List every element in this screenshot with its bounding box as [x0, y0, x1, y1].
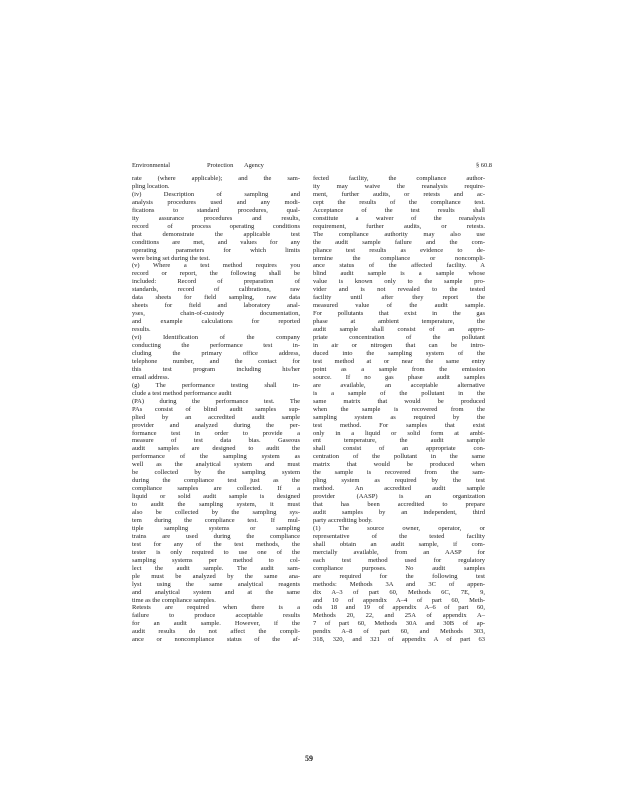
text-line: methods: Methods 3A and 3C of appen- — [313, 580, 485, 588]
text-line: vider and is not revealed to the tested — [313, 286, 485, 294]
text-line: audit samples by an independent, third — [313, 509, 485, 517]
text-line: pling location. — [132, 182, 170, 190]
text-line: party accrediting body. — [313, 516, 373, 524]
text-line: telephone number, and the contact for — [132, 357, 300, 365]
text-line: mercially available, from an AASP for — [313, 548, 485, 556]
text-line: that demonstrate the applicable test — [132, 230, 300, 238]
text-line: facility until after they report the — [313, 294, 485, 302]
text-line: ment, further audits, or retests and ac- — [313, 190, 485, 198]
right-column — [313, 175, 485, 644]
text-line: point as a sample from the emission — [313, 365, 485, 373]
text-line: record of process operating conditions — [132, 222, 300, 230]
text-line: constitute a waiver of the reanalysis — [313, 214, 485, 222]
header-middle-2: Agency — [244, 162, 264, 169]
text-line: 7 of part 60, Methods 30A and 30B of ap- — [313, 620, 485, 628]
text-line: (1) The source owner, operator, or — [313, 524, 485, 532]
text-line: ance or noncompliance status of the af- — [132, 636, 300, 644]
text-line: termine the compliance or noncompli- — [313, 254, 485, 262]
text-line: well as the analytical system and must — [132, 461, 300, 469]
text-line: and 10 of appendix A–4 of part 60, Meth- — [313, 596, 485, 604]
header-middle: Protection — [207, 162, 234, 169]
text-line: Acceptance of the test results shall — [313, 206, 485, 214]
text-line: (g) The performance testing shall in- — [132, 381, 300, 389]
text-line: email address. — [132, 373, 170, 381]
text-line: time as the compliance samples. — [132, 596, 216, 604]
text-line: ity assurance procedures and results, — [132, 214, 300, 222]
text-line: that has been accredited to prepare — [313, 501, 485, 509]
text-line: when the sample is recovered from the — [313, 405, 485, 413]
text-line: operating parameters for which limits — [132, 246, 300, 254]
text-line: PAs consist of blind audit samples sup- — [132, 405, 300, 413]
text-line: ods 18 and 19 of appendix A–6 of part 60, — [313, 604, 485, 612]
text-line: fications to standard procedures, qual- — [132, 206, 300, 214]
text-line: test for any of the test methods, the — [132, 540, 300, 548]
text-line: 318, 320, and 321 of appendix A of part 63 — [313, 636, 485, 644]
text-line: to audit the sampling system, it must — [132, 501, 300, 509]
text-line: representative of the tested facility — [313, 532, 485, 540]
text-line: results. — [132, 326, 151, 334]
text-line: this test program including his/her — [132, 365, 300, 373]
text-line: audit sample shall consist of an appro- — [313, 326, 485, 334]
text-line: conditions are met, and values for any — [132, 238, 300, 246]
text-line: only in a liquid or solid form at ambi- — [313, 429, 485, 437]
text-line: sheets for field and laboratory anal- — [132, 302, 300, 310]
text-line: test method. For samples that exist — [313, 421, 485, 429]
text-line: yses, chain-of-custody documentation, — [132, 310, 300, 318]
text-line: also be collected by the sampling sys- — [132, 509, 300, 517]
text-line: tiple sampling systems or sampling — [132, 524, 300, 532]
text-line: (v) Where a test method requires you — [132, 262, 300, 270]
text-line: each test method used for regulatory — [313, 556, 485, 564]
text-line: failure to produce acceptable results — [132, 612, 300, 620]
text-line: pling system as required by the test — [313, 477, 485, 485]
text-line: Methods 20, 22, and 25A of appendix A– — [313, 612, 485, 620]
text-line: source. If no gas phase audit samples — [313, 373, 485, 381]
text-line: provider and analyzed during the per- — [132, 421, 300, 429]
text-line: method. An accredited audit sample — [313, 485, 485, 493]
text-line: are available, an acceptable alternative — [313, 381, 485, 389]
text-line: performance of the sampling system as — [132, 453, 300, 461]
text-line: during the compliance test just as the — [132, 477, 300, 485]
text-line: are required for the following test — [313, 572, 485, 580]
text-line: For pollutants that exist in the gas — [313, 310, 485, 318]
text-line: measured value of the audit sample. — [313, 302, 485, 310]
text-line: ent temperature, the audit sample — [313, 437, 485, 445]
text-line: fected facility, the compliance author- — [313, 175, 485, 182]
text-line: analysis procedures used and any modi- — [132, 198, 300, 206]
text-line: be collected by the sampling system — [132, 469, 300, 477]
text-line: audit samples are designed to audit the — [132, 445, 300, 453]
text-line: tester is only required to use one of the — [132, 548, 300, 556]
text-line: in air or nitrogen that can be intro- — [313, 342, 485, 350]
text-line: record or report, the following shall be — [132, 270, 300, 278]
text-line: audit results do not affect the compli- — [132, 628, 300, 636]
text-line: the audit sample failure and the com- — [313, 238, 485, 246]
page-number: 59 — [305, 754, 313, 763]
header-section-number: § 60.8 — [476, 162, 492, 169]
text-line: is a sample of the pollutant in the — [313, 389, 485, 397]
text-line: (vi) Identification of the company — [132, 334, 300, 342]
text-line: cept the results of the compliance test. — [313, 198, 485, 206]
text-line: The compliance authority may also use — [313, 230, 485, 238]
text-line: conducting the performance test in- — [132, 342, 300, 350]
text-line: compliance purposes. No audit samples — [313, 564, 485, 572]
text-line: plied by an accredited audit sample — [132, 413, 300, 421]
text-line: rate (where applicable); and the sam- — [132, 175, 300, 182]
text-line: matrix that would be produced when — [313, 461, 485, 469]
text-line: pliance test results as evidence to de- — [313, 246, 485, 254]
text-line: shall obtain an audit sample, if com- — [313, 540, 485, 548]
text-line: clude a test method performance audit — [132, 389, 232, 397]
text-line: liquid or solid audit sample is designed — [132, 493, 300, 501]
text-line: Retests are required when there is a — [132, 604, 300, 612]
text-line: centration of the pollutant in the same — [313, 453, 485, 461]
text-line: value is known only to the sample pro- — [313, 278, 485, 286]
text-line: compliance samples are collected. If a — [132, 485, 300, 493]
left-column — [132, 175, 300, 644]
text-line: were being set during the test. — [132, 254, 210, 262]
text-line: measure of test data bias. Gaseous — [132, 437, 300, 445]
text-line: duced into the sampling system of the — [313, 349, 485, 357]
text-line: shall consist of an appropriate con- — [313, 445, 485, 453]
text-line: dix A–3 of part 60, Methods 6C, 7E, 9, — [313, 588, 485, 596]
running-header — [132, 160, 492, 172]
text-line: lyst using the same analytical reagents — [132, 580, 300, 588]
text-line: lect the audit sample. The audit sam- — [132, 564, 300, 572]
text-line: standards, record of calibrations, raw — [132, 286, 300, 294]
text-line: included: Record of preparation of — [132, 278, 300, 286]
text-line: test method at or near the same entry — [313, 357, 485, 365]
text-line: provider (AASP) is an organization — [313, 493, 485, 501]
text-line: formance test in order to provide a — [132, 429, 300, 437]
text-line: and example calculations for reported — [132, 318, 300, 326]
text-line: priate concentration of the pollutant — [313, 334, 485, 342]
text-line: ple must be analyzed by the same ana- — [132, 572, 300, 580]
text-line: phase at ambient temperature, the — [313, 318, 485, 326]
text-line: pendix A–8 of part 60, and Methods 303, — [313, 628, 485, 636]
header-left: Environmental — [132, 162, 170, 169]
text-line: tem during the compliance test. If mul- — [132, 516, 300, 524]
text-line: cluding the primary office address, — [132, 349, 300, 357]
text-line: blind audit sample is a sample whose — [313, 270, 485, 278]
text-line: for an audit sample. However, if the — [132, 620, 300, 628]
text-line: ity may waive the reanalysis require- — [313, 182, 485, 190]
text-line: sampling systems per method to col- — [132, 556, 300, 564]
text-line: ance status of the affected facility. A — [313, 262, 485, 270]
text-line: data sheets for field sampling, raw data — [132, 294, 300, 302]
text-line: sampling system as required by the — [313, 413, 485, 421]
text-line: (PA) during the performance test. The — [132, 397, 300, 405]
text-line: (iv) Description of sampling and — [132, 190, 300, 198]
text-line: same matrix that would be produced — [313, 397, 485, 405]
text-line: requirement, further audits, or retests. — [313, 222, 485, 230]
text-line: and analytical system and at the same — [132, 588, 300, 596]
text-line: trains are used during the compliance — [132, 532, 300, 540]
text-line: the sample is recovered from the sam- — [313, 469, 485, 477]
